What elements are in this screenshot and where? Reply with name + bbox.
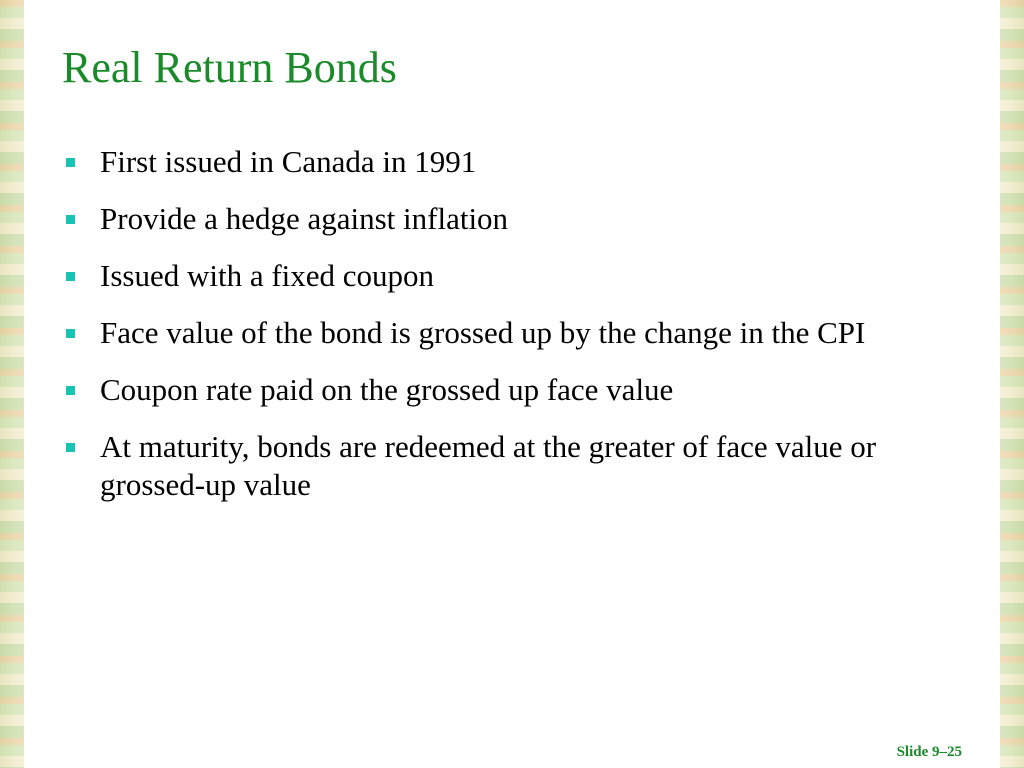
bullet-text: At maturity, bonds are redeemed at the greater of face value or grossed-up value: [100, 429, 877, 502]
bullet-item: [64, 428, 972, 504]
slide-number: Slide 9–25: [896, 744, 962, 760]
bullet-text: Face value of the bond is grossed up by the change in the CPI: [100, 315, 866, 350]
square-bullet-icon: [66, 329, 75, 338]
square-bullet-icon: [66, 272, 75, 281]
bullet-item: [64, 371, 972, 409]
decorative-border-left: [0, 0, 24, 768]
slide-title: Real Return Bonds: [62, 43, 397, 92]
bullet-text: Coupon rate paid on the grossed up face value: [100, 372, 674, 407]
bullet-item: [64, 143, 972, 181]
bullet-text: First issued in Canada in 1991: [100, 144, 477, 179]
bullet-item: [64, 257, 972, 295]
square-bullet-icon: [66, 443, 75, 452]
square-bullet-icon: [66, 158, 75, 167]
bullet-text: Issued with a fixed coupon: [100, 258, 435, 293]
bullet-list: [64, 143, 972, 523]
square-bullet-icon: [66, 215, 75, 224]
bullet-item: [64, 200, 972, 238]
bullet-text: Provide a hedge against inflation: [100, 201, 509, 236]
decorative-border-right: [1000, 0, 1024, 768]
square-bullet-icon: [66, 386, 75, 395]
bullet-item: [64, 314, 972, 352]
